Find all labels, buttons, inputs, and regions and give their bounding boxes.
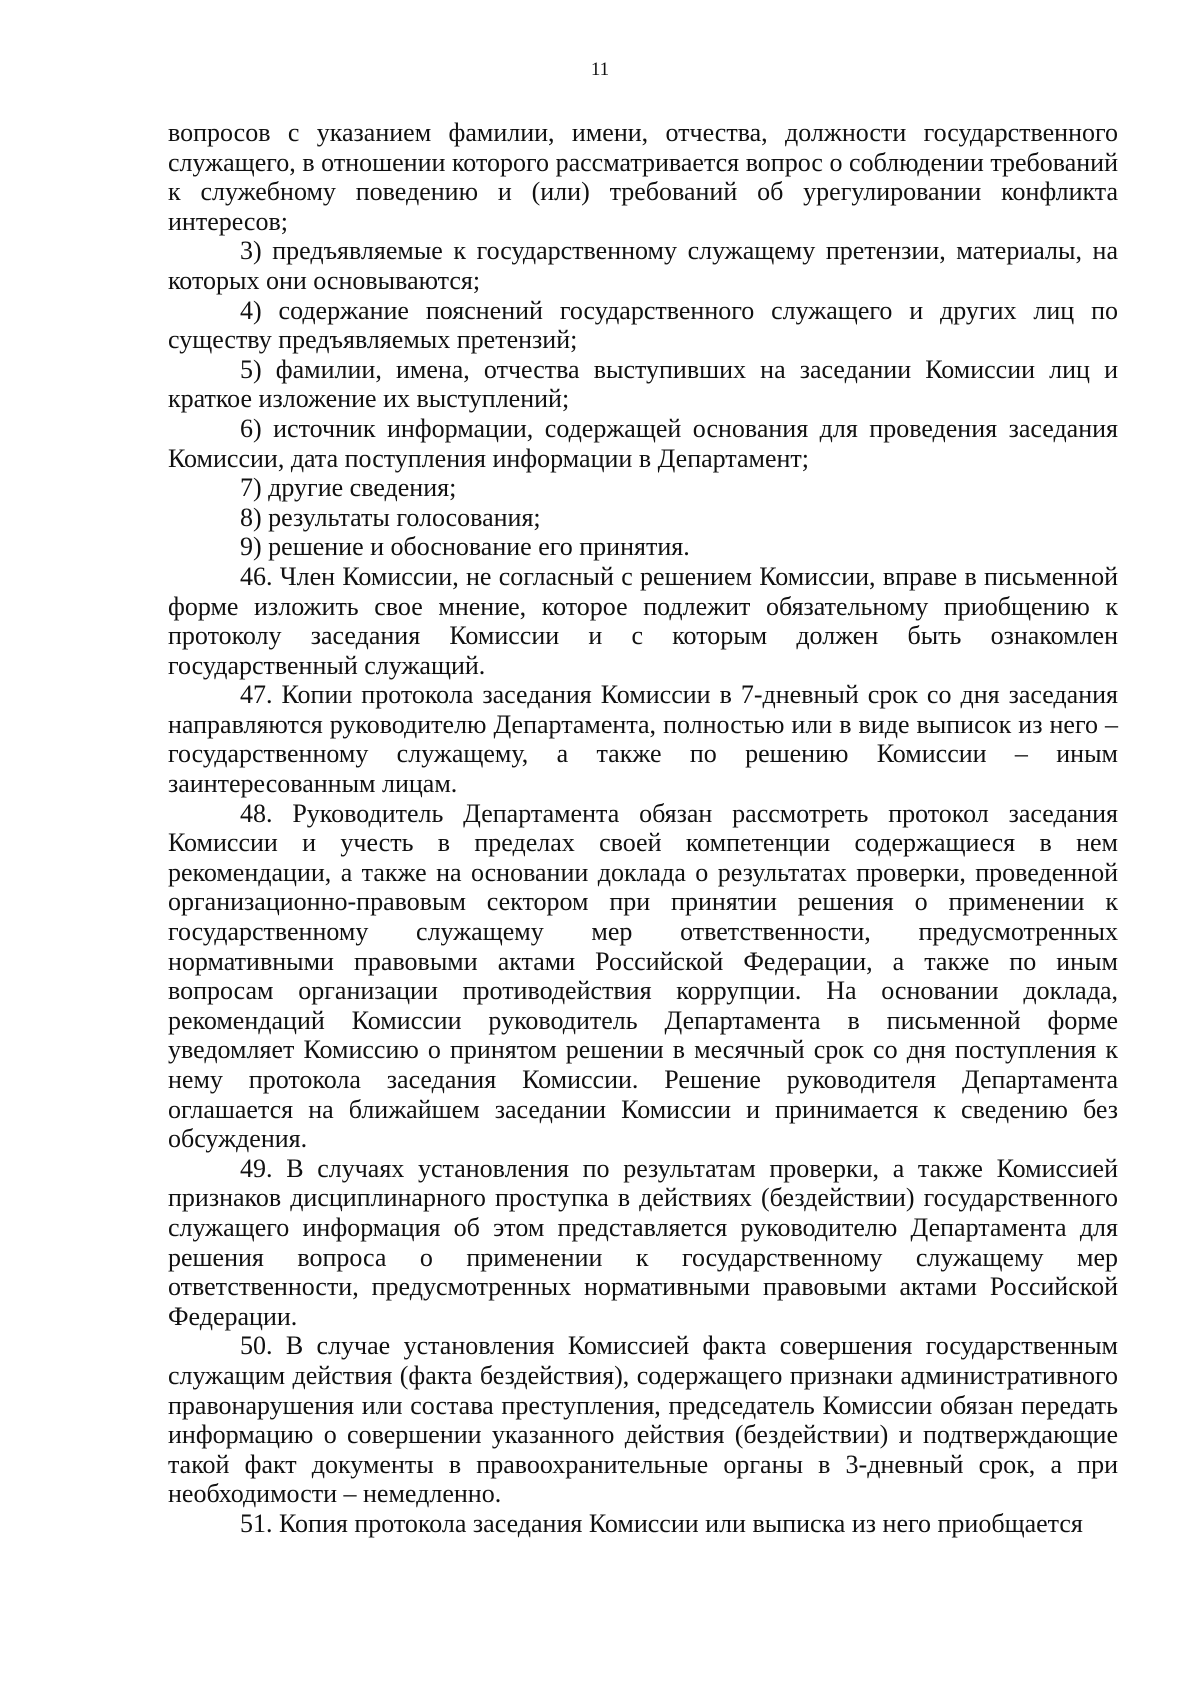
list-item-7: 7) другие сведения; — [240, 473, 457, 503]
clause-49: 49. В случаях установления по результатам проверки, а также Комиссией признаков дисциплинарного проступка в действиях (бездействии) государственного служащего информация об этом представляется руководителю Департамента для решения вопроса о применении к государственному служащему мер ответственности, предусмотренных нормативными правовыми актами Российской Федерации. — [168, 1153, 1118, 1331]
list-item-6: 6) источник информации, содержащей основания для проведения заседания Комиссии, дата поступления информации в Департамент; — [168, 413, 1118, 473]
list-item-4: 4) содержание пояснений государственного служащего и других лиц по существу предъявляемых претензий; — [168, 295, 1118, 355]
clause-51: 51. Копия протокола заседания Комиссии или выписка из него приобщается — [240, 1508, 1083, 1538]
clause-46: 46. Член Комиссии, не согласный с решением Комиссии, вправе в письменной форме изложить свое мнение, которое подлежит обязательному приобщению к протоколу заседания Комиссии и с которым должен быть ознакомлен государственный служащий. — [168, 561, 1118, 680]
list-item-9: 9) решение и обоснование его принятия. — [240, 532, 690, 562]
list-item-8: 8) результаты голосования; — [240, 502, 541, 532]
list-item-5: 5) фамилии, имена, отчества выступивших на заседании Комиссии лиц и краткое изложение их выступлений; — [168, 354, 1118, 414]
page-number: 11 — [590, 59, 610, 80]
clause-48: 48. Руководитель Департамента обязан рассмотреть протокол заседания Комиссии и учесть в пределах своей компетенции содержащиеся в нем рекомендации, а также на основании доклада о результатах проверки, проведенной организационно-правовым сектором при принятии решения о применении к государственному служащему мер ответственности, предусмотренных нормативными правовыми актами Российской Федерации, а также по иным вопросам организации противодействия коррупции. На основании доклада, рекомендаций Комиссии руководитель Департамента в письменной форме уведомляет Комиссию о принятом решении в месячный срок со дня поступления к нему протокола заседания Комиссии. Решение руководителя Департамента оглашается на ближайшем заседании Комиссии и принимается к сведению без обсуждения. — [168, 798, 1118, 1154]
clause-47: 47. Копии протокола заседания Комиссии в 7-дневный срок со дня заседания направляются руководителю Департамента, полностью или в виде выписок из него – государственному служащему, а также по решению Комиссии – иным заинтересованным лицам. — [168, 680, 1118, 799]
document-body — [168, 118, 1118, 1539]
paragraph-continuation: вопросов с указанием фамилии, имени, отчества, должности государственного служащего, в отношении которого рассматривается вопрос о соблюдении требований к служебному поведению и (или) требований об урегулировании конфликта интересов; — [168, 118, 1118, 236]
clause-50: 50. В случае установления Комиссией факта совершения государственным служащим действия (факта бездействия), содержащего признаки административного правонарушения или состава преступления, председатель Комиссии обязан передать информацию о совершении указанного действия (бездействии) и подтверждающие такой факт документы в правоохранительные органы в 3-дневный срок, а при необходимости – немедленно. — [168, 1331, 1118, 1509]
list-item-3: 3) предъявляемые к государственному служащему претензии, материалы, на которых они основываются; — [168, 236, 1118, 295]
